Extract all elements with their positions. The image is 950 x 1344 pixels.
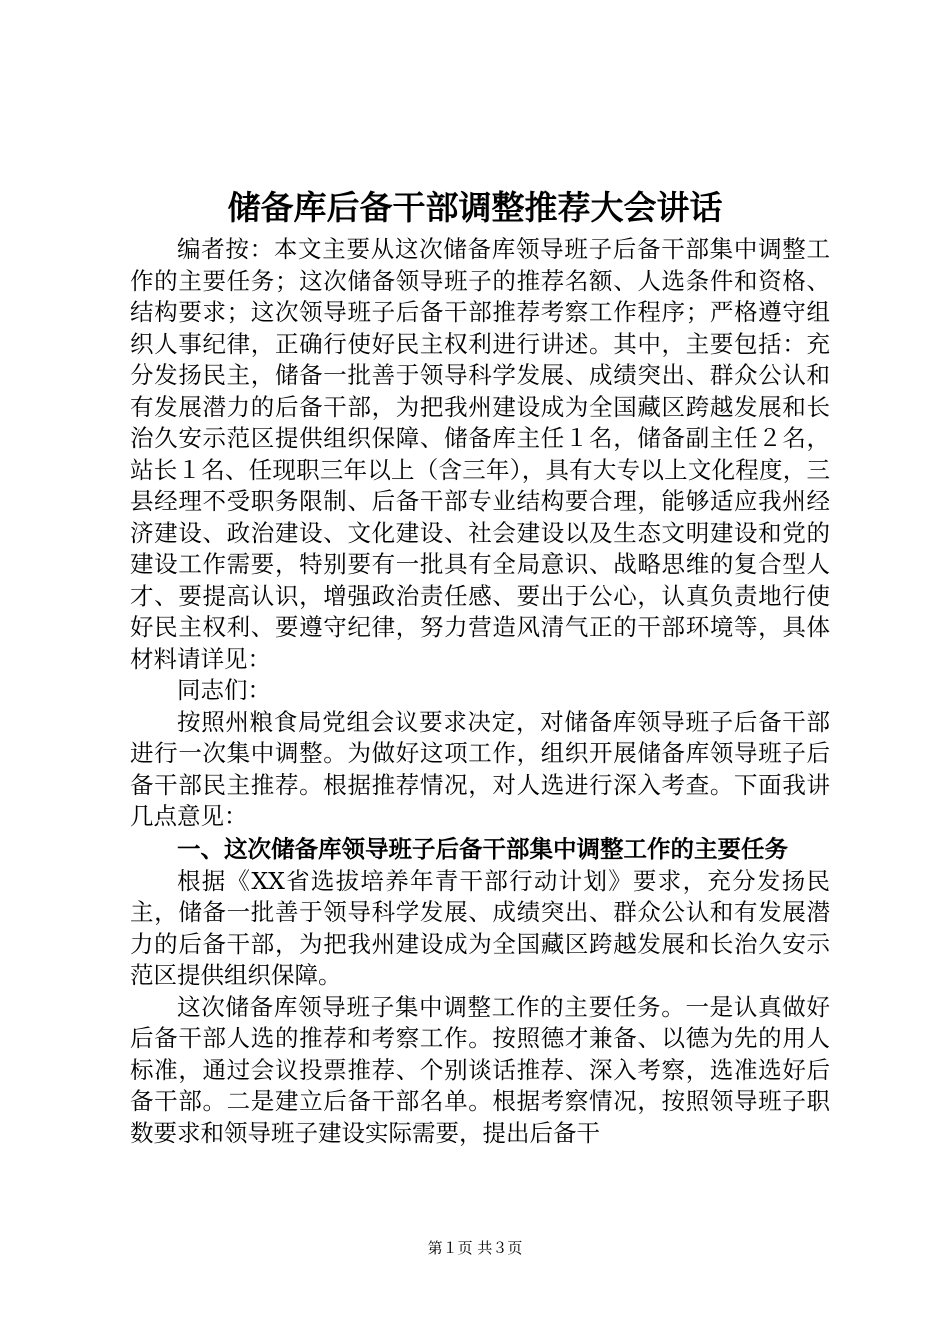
section-heading: 一、这次储备库领导班子后备干部集中调整工作的主要任务 — [177, 834, 788, 863]
salutation-paragraph: 同志们： — [177, 676, 271, 704]
document-title: 储备库后备干部调整推荐大会讲话 — [227, 188, 723, 227]
document-body — [130, 234, 830, 1149]
body-paragraph: 这次储备库领导班子集中调整工作的主要任务。一是认真做好后备干部人选的推荐和考察工作。按照德才兼备、以德为先的用人标准，通过会议投票推荐、个别谈话推荐、深入考察，选准选好后备干部。二是建立后备干部名单。根据考察情况，按照领导班子职数要求和领导班子建设实际需要，提出后备干 — [130, 992, 830, 1147]
page-number-footer: 第１页 共３页 — [427, 1239, 523, 1257]
intro-paragraph: 按照州粮食局党组会议要求决定，对储备库领导班子后备干部进行一次集中调整。为做好这项工作，组织开展储备库领导班子后备干部民主推荐。根据推荐情况，对人选进行深入考查。下面我讲几点意见： — [130, 707, 830, 830]
editor-note-paragraph: 编者按：本文主要从这次储备库领导班子后备干部集中调整工作的主要任务；这次储备领导班子的推荐名额、人选条件和资格、结构要求；这次领导班子后备干部推荐考察工作程序；严格遵守组织人事纪律，正确行使好民主权利进行讲述。其中，主要包括：充分发扬民主，储备一批善于领导科学发展、成绩突出、群众公认和有发展潜力的后备干部，为把我州建设成为全国藏区跨越发展和长治久安示范区提供组织保障、储备库主任１名，储备副主任２名，站长１名、任现职三年以上（含三年），具有大专以上文化程度，三县经理不受职务限制、后备干部专业结构要合理，能够适应我州经济建设、政治建设、文化建设、社会建设以及生态文明建设和党的建设工作需要，特别要有一批具有全局意识、战略思维的复合型人才、要提高认识，增强政治责任感、要出于公心，认真负责地行使好民主权利、要遵守纪律，努力营造风清气正的干部环境等，具体材料请详见： — [130, 235, 830, 673]
body-paragraph: 根据《XX省选拔培养年青干部行动计划》要求，充分发扬民主，储备一批善于领导科学发展、成绩突出、群众公认和有发展潜力的后备干部，为把我州建设成为全国藏区跨越发展和长治久安示范区提供组织保障。 — [130, 866, 830, 989]
